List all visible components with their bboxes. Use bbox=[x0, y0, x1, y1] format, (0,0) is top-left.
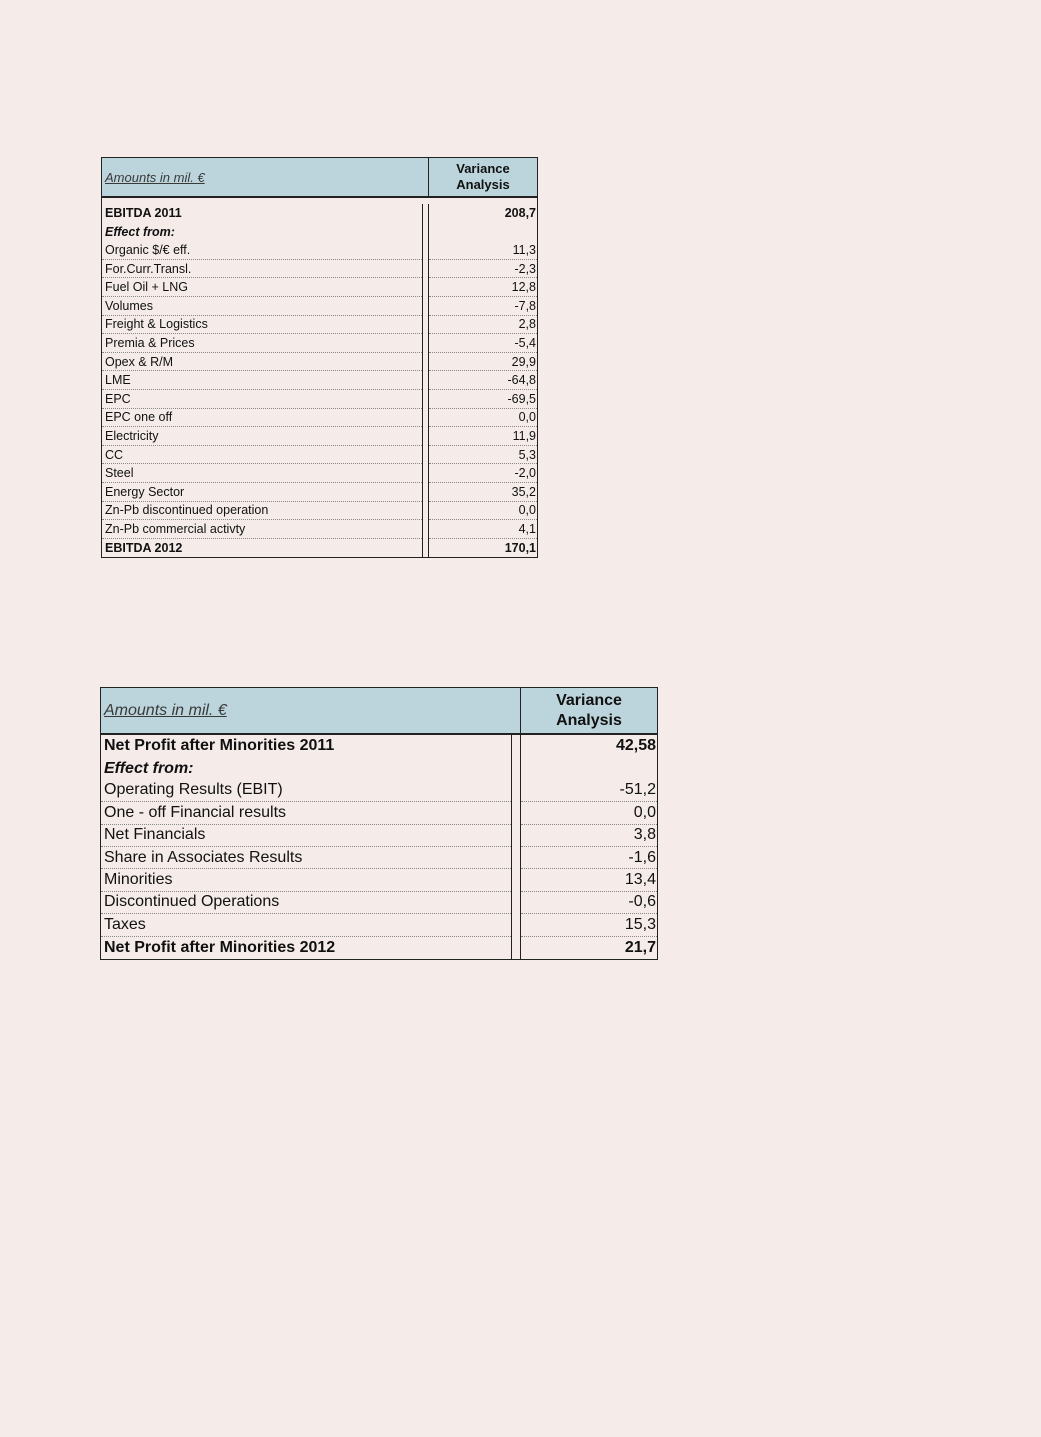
row-value: -2,3 bbox=[429, 260, 537, 279]
table-body bbox=[101, 735, 657, 959]
row-label: Zn-Pb commercial activty bbox=[102, 520, 422, 539]
row-value: 11,9 bbox=[429, 427, 537, 446]
value-column bbox=[521, 735, 657, 959]
row-label: CC bbox=[102, 446, 422, 465]
row-value: -51,2 bbox=[521, 780, 657, 802]
row-label: Freight & Logistics bbox=[102, 316, 422, 335]
units-label: Amounts in mil. € bbox=[105, 169, 205, 185]
row-label: Minorities bbox=[101, 869, 511, 891]
row-label: EBITDA 2012 bbox=[105, 540, 183, 555]
row-label: Steel bbox=[102, 464, 422, 483]
variance-analysis-header: Variance Analysis bbox=[520, 688, 657, 733]
row-label: Net Profit after Minorities 2011 bbox=[104, 737, 335, 755]
row-label: EPC bbox=[102, 390, 422, 409]
row-label: Share in Associates Results bbox=[101, 847, 511, 869]
row-value: -0,6 bbox=[521, 892, 657, 914]
row-label: Effect from: bbox=[104, 759, 194, 777]
row-label: LME bbox=[102, 371, 422, 390]
row-label: One - off Financial results bbox=[101, 802, 511, 824]
row-label: Zn-Pb discontinued operation bbox=[102, 502, 422, 521]
row-value: 208,7 bbox=[504, 206, 536, 221]
row-label: Opex & R/M bbox=[102, 353, 422, 372]
row-value: 21,7 bbox=[624, 938, 656, 956]
row-value: 42,58 bbox=[615, 737, 656, 755]
row-value bbox=[521, 757, 657, 779]
row-value: -5,4 bbox=[429, 334, 537, 353]
row-label: Operating Results (EBIT) bbox=[101, 780, 511, 802]
row-value: 0,0 bbox=[521, 802, 657, 824]
row-label: EBITDA 2011 bbox=[105, 206, 182, 221]
row-label: Fuel Oil + LNG bbox=[102, 278, 422, 297]
variance-analysis-header: Variance Analysis bbox=[428, 158, 537, 196]
row-value: -64,8 bbox=[429, 371, 537, 390]
label-column bbox=[101, 735, 512, 959]
row-value: 13,4 bbox=[521, 869, 657, 891]
table-header bbox=[101, 688, 657, 735]
row-value: 29,9 bbox=[429, 353, 537, 372]
row-value: -7,8 bbox=[429, 297, 537, 316]
row-value: 11,3 bbox=[429, 241, 537, 260]
row-value: 35,2 bbox=[429, 483, 537, 502]
row-label: For.Curr.Transl. bbox=[102, 260, 422, 279]
value-column bbox=[429, 204, 537, 557]
row-label: Volumes bbox=[102, 297, 422, 316]
table-body bbox=[102, 198, 537, 557]
table-header bbox=[102, 158, 537, 198]
row-value: 0,0 bbox=[429, 502, 537, 521]
row-value: 3,8 bbox=[521, 825, 657, 847]
row-label: Electricity bbox=[102, 427, 422, 446]
row-label: Discontinued Operations bbox=[101, 892, 511, 914]
row-value: 15,3 bbox=[521, 914, 657, 936]
row-value: 4,1 bbox=[429, 520, 537, 539]
row-value: 170,1 bbox=[504, 540, 536, 555]
row-value: 2,8 bbox=[429, 316, 537, 335]
row-label: Organic $/€ eff. bbox=[102, 241, 422, 260]
net-profit-variance-table bbox=[100, 687, 658, 960]
row-label: Effect from: bbox=[105, 224, 175, 239]
row-value: 12,8 bbox=[429, 278, 537, 297]
ebitda-variance-table bbox=[101, 157, 538, 558]
row-label: EPC one off bbox=[102, 409, 422, 428]
row-value bbox=[429, 223, 537, 242]
row-value: -69,5 bbox=[429, 390, 537, 409]
label-column bbox=[102, 204, 423, 557]
row-label: Net Profit after Minorities 2012 bbox=[104, 938, 336, 956]
row-value: -2,0 bbox=[429, 464, 537, 483]
row-label: Net Financials bbox=[101, 825, 511, 847]
row-value: 0,0 bbox=[429, 409, 537, 428]
row-label: Energy Sector bbox=[102, 483, 422, 502]
row-value: 5,3 bbox=[429, 446, 537, 465]
row-label: Taxes bbox=[101, 914, 511, 936]
units-label: Amounts in mil. € bbox=[104, 701, 227, 719]
row-value: -1,6 bbox=[521, 847, 657, 869]
row-label: Premia & Prices bbox=[102, 334, 422, 353]
